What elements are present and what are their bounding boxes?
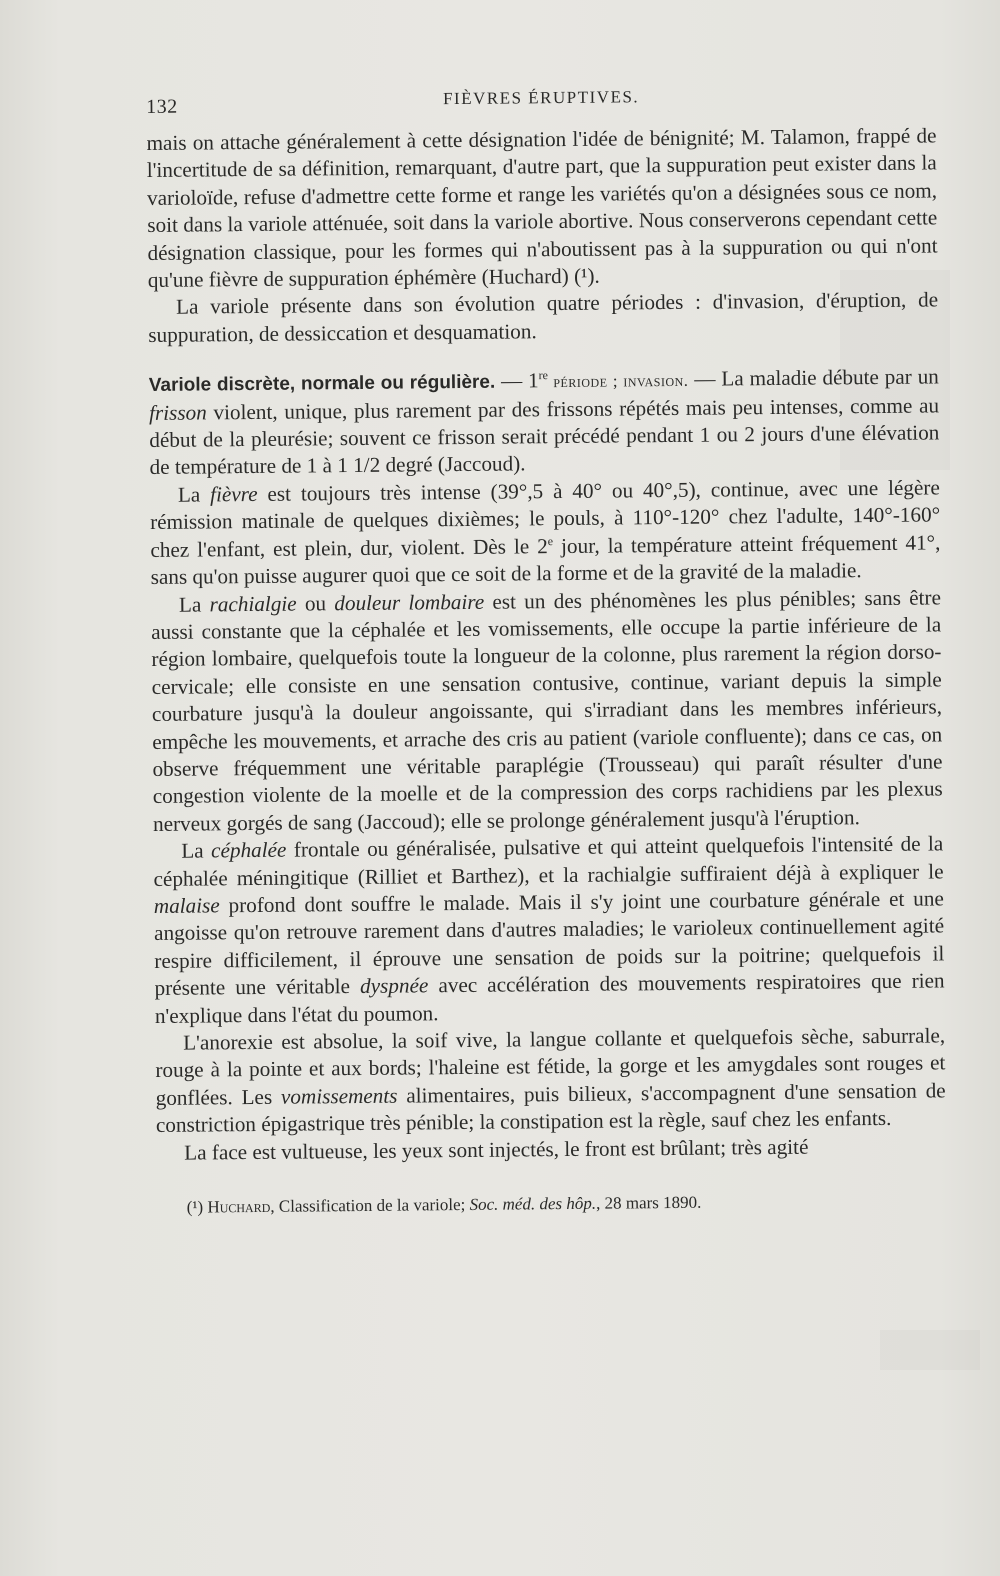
period-superscript: re — [538, 368, 549, 383]
paragraph — [155, 1022, 946, 1139]
paragraph — [148, 287, 938, 349]
footnote-date: , 28 mars 1890. — [595, 1192, 702, 1213]
paragraph-text: — La maladie débute par un — [688, 364, 939, 392]
italic-term: rachialgie — [209, 591, 297, 616]
paragraph-text: jour, la température atteint fréquement 41°, sans qu'on puisse augurer quoi que ce soit de la forme et de la gravité de la maladie. — [150, 530, 941, 590]
paragraph-text: avec accélération des mouvements respiratoires que rien n'explique dans l'état du poumon. — [154, 968, 945, 1028]
paragraph — [151, 584, 943, 838]
page-header — [146, 82, 936, 130]
italic-term: douleur lombaire — [334, 589, 485, 615]
paragraph-text: La variole présente dans son évolution quatre périodes : d'invasion, d'éruption, de suppuration, de dessiccation et desquamation. — [148, 287, 939, 347]
paragraph-text: est un des phénomènes les plus pénibles; sans être aussi constante que la céphalée et les vomissements, elle occupe la partie inférieure de la région lombaire, quelquefois toute la longueur de la colonne, plus rarement la région dorso-cervicale; elle consiste en une sensation contusive, continue, variant depuis la simple courbature jusqu'à la douleur angoissante, qui s'irradiant dans les membres inférieurs, empêche les mouvements, et arrache des cris au patient (variole confluente); dans ce cas, on observe fréquemment une véritable paraplégie (Trousseau) qui paraît résulter d'une congestion violente de la moelle et de la compression des corps rachidiens par les plexus nerveux gorgés de sang (Jaccoud); elle se prolonge généralement jusqu'à l'éruption. — [151, 584, 943, 836]
paragraph — [150, 474, 941, 591]
footnote-text: , Classification de la variole; — [270, 1194, 470, 1216]
section-paragraph — [149, 364, 940, 482]
italic-term: dyspnée — [359, 973, 429, 999]
paragraph-text: La — [178, 591, 210, 617]
paragraph-text: La — [177, 482, 211, 507]
paragraph-text: violent, unique, plus rarement par des frissons répétés mais peu intenses, comme au début de la pleurésie; souvent ce frisson serait précédé pendant 1 ou 2 jours d'une élévation de température de 1 à 1 1/2 degré (Jaccoud). — [149, 393, 940, 480]
paragraph — [146, 122, 938, 294]
paragraph-text: est toujours très intense (39°,5 à 40° ou 40°,5), continue, avec une légère rémission matinale de quelques dixièmes; le pouls, à 110°-120° chez l'adulte, 140°-160° chez l'enfant, est plein, dur, violent. Dès le 2 — [150, 475, 941, 562]
footnote-marker: (¹) — [186, 1197, 204, 1217]
paragraph-text: La face est vultueuse, les yeux sont injectés, le front est brûlant; très agité — [184, 1134, 809, 1165]
paragraph-text: ou — [296, 590, 335, 616]
italic-term: frisson — [148, 400, 207, 425]
section-title: Variole discrète, normale ou régulière. — [148, 371, 496, 397]
paragraph-text: mais on attache généralement à cette désignation l'idée de bénignité; M. Talamon, frappé de l'incertitude de sa définition, remarquant, d'autre part, que la suppuration peut exister dans la varioloïde, refuse d'admettre cette forme et range les variétés qu'on a désignées sous ce nom, soit dans la variole atténuée, soit dans la variole abortive. Nous conserverons cependant cette désignation classique, pour les formes qui n'aboutissent pas à la suppuration ou qui n'ont qu'une fièvre de suppuration éphémère (Huchard) (¹). — [146, 123, 938, 293]
page-number: 132 — [146, 95, 178, 118]
paragraph-text: alimentaires, puis bilieux, s'accompagnent d'une sensation de constriction épigastrique très pénible; la constipation est la règle, sauf chez les enfants. — [155, 1078, 946, 1138]
footnote — [157, 1189, 947, 1219]
italic-term: vomissements — [280, 1083, 398, 1109]
period-label: période ; invasion. — [547, 371, 689, 392]
footnote-author: Huchard — [207, 1196, 271, 1217]
footnote-journal: Soc. méd. des hôp. — [469, 1193, 597, 1214]
show-through-shadow — [880, 1330, 980, 1370]
italic-term: fièvre — [210, 481, 258, 507]
paragraph-text: frontale ou généralisée, pulsative et qui atteint quelquefois l'intensité de la céphalée méningitique (Rilliet et Barthez), et la rachialgie suffiraient déjà à expliquer le — [153, 831, 944, 891]
paragraph-text: L'anorexie est absolue, la soif vive, la langue collante et quelquefois sèche, saburrale, rouge à la pointe et aux bords; l'haleine est fétide, la gorge et les amygdales sont rouges et gonflées. Les — [155, 1023, 946, 1110]
text-block — [146, 82, 947, 1219]
dash: — — [495, 368, 529, 393]
superscript: e — [547, 533, 554, 548]
paragraph-text: profond dont souffre le malade. Mais il s'y joint une courbature générale et une angoisse qu'on retrouve rarement dans d'autres maladies; le varioleux continuellement agité respire difficilement, il éprouve une sensation de poids sur la poitrine; quelquefois il présente une véritable — [153, 886, 945, 1001]
period-number: 1 — [527, 368, 539, 393]
italic-term: céphalée — [210, 837, 287, 863]
paragraph — [153, 831, 945, 1030]
paragraph-text: La — [181, 838, 212, 863]
running-head: FIÈVRES ÉRUPTIVES. — [442, 87, 640, 109]
italic-term: malaise — [153, 893, 220, 918]
